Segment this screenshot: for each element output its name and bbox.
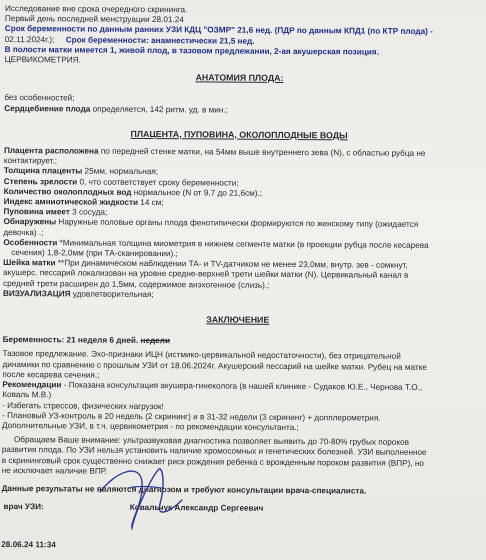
recommendation-followup: - Плановый УЗ-контроль в 20 недель (2 скрининг) и в 31-32 недели (3 скрининг) + допплерометрия. — [2, 410, 381, 423]
disclaimer: Данные результаты не являются диагнозом и требуют консультации врача-специалиста. — [1, 483, 367, 496]
gestation-anamnestic: Срок беременности: анамнестически 21,5 нед. — [65, 35, 255, 46]
header-note: Исследование вне срока очередного скрининга. — [4, 4, 188, 15]
cervix-cont-1: акушерс. пессарий локализован на уровне средне-верхней трети шейки матки (N). Цервикальный канал в — [3, 268, 409, 281]
report-datetime: 28.06.24 11:34 — [1, 540, 56, 550]
amniotic-volume-value: нормальное (N от 9,7 до 21,6см).; — [131, 187, 263, 198]
last-period-label: Первый день последней менструации — [4, 14, 153, 25]
features-value: *Минимальная толщина миометрия в нижнем сегменте матки (в проекции рубца после кесарева — [57, 238, 429, 250]
recommendations-cont: Коваль М.В.) — [2, 390, 52, 400]
heartbeat-value: определяется, 142 ритм. уд. в мин.; — [90, 104, 228, 115]
notice-3: в скрининговый срок существенно снижает риск рождения ребенка с врожденным пороком развития (ВПР), но — [1, 455, 425, 468]
conclusion-text-1: Тазовое предлежание. Эхо-признаки ИЦН (истмико-цервикальной недостаточности), без отрицательной — [2, 349, 401, 362]
findings-label: Обнаружены — [3, 217, 57, 227]
placenta-location-cont: контактирует.; — [3, 156, 58, 166]
due-date: 02.11.2024г.); — [4, 34, 55, 44]
heartbeat-label: Сердцебиение плода — [4, 103, 91, 114]
findings-value: Наружные половые органы плода фенотипически формируются по женскому типу (ожидается — [56, 217, 419, 230]
doctor-label: врач УЗИ: — [3, 502, 44, 512]
doctor-name: Ковальчук Александр Сергеевич — [129, 503, 264, 513]
amniotic-volume-label: Количество околоплодных вод — [3, 186, 132, 197]
notice-1: Обращаем Ваше внимание: ультразвуковая диагностика позволяет выявить до 70-80% грубых пороков — [13, 435, 409, 447]
amniotic-index-label: Индекс амниотической жидкости — [3, 197, 139, 207]
pregnancy-term-label: Беременность: 21 неделя 6 дней. — [2, 335, 141, 346]
conclusion-title: ЗАКЛЮЧЕНИЕ — [206, 314, 270, 325]
cervix-value: **При динамическом наблюдении ТА- и ТV-датчиком не менее 23,0мм, внутр. зев - сомкнут, — [55, 258, 408, 271]
maturity-label: Степень зрелости — [3, 176, 78, 187]
placenta-thickness-label: Толщина плаценты — [3, 166, 83, 176]
signature-image — [70, 452, 220, 532]
recommendation-extra: Дополнительные УЗИ, в т.ч. цервикометрия - по рекомендации консультанта.; — [2, 420, 299, 432]
recommendations-value: - Показана консультация акушера-гинеколога (в нашей клинике - Судаков Ю.Е., Чернова Т.О., — [61, 380, 423, 393]
findings-cont: девочка) .; — [3, 227, 44, 237]
recommendations-label: Рекомендации — [2, 380, 62, 390]
last-period-date: 28.01.24 — [151, 15, 184, 25]
visualization-label: ВИЗУАЛИЗАЦИЯ — [2, 288, 71, 299]
cervix-label: Шейка матки — [3, 258, 56, 268]
notice-2: развития плода. По УЗИ нельзя установить наличие хромосомных и генетических болезней. УЗИ выполненное — [1, 445, 427, 458]
anatomy-line-1: без особенностей; — [4, 93, 75, 103]
uterus-contents: В полости матки имеется 1, живой плод, в тазовом предлежании, 2-ая акушерская позиция. — [4, 44, 379, 57]
amniotic-index-value: 14 см; — [137, 197, 164, 208]
pregnancy-term-struck: недели — [140, 336, 171, 346]
features-cont: сечения) 1,8-2,0мм (при ТА-сканировании).; — [11, 248, 178, 259]
anatomy-title: АНАТОМИЯ ПЛОДА: — [195, 72, 284, 84]
placenta-title: ПЛАЦЕНТА, ПУПОВИНА, ОКОЛОПЛОДНЫЕ ВОДЫ — [130, 128, 348, 141]
conclusion-text-3: после кесарева сечения.; — [2, 369, 100, 380]
maturity-value: 0, что соответствует сроку беременности; — [77, 177, 239, 188]
gestation-early-us: Срок беременности по данным ранних УЗИ КДЦ "ОЗМР" 21,6 нед. (ПДР по данным КПД1 (по КТР плода) - — [4, 24, 433, 37]
placenta-thickness-value: 25мм, нормальная; — [82, 166, 159, 177]
umbilical-cord-value: 3 сосуда; — [69, 207, 108, 217]
recommendation-stress: - Избегать стрессов, физических нагрузок! — [2, 400, 164, 411]
conclusion-text-2: динамики по сравнению с прошлым УЗИ от 18.06.2024г. Акушерский пессарий на шейке матки. Рубец на матке — [2, 359, 427, 372]
cervicometry-heading: ЦЕРВИКОМЕТРИЯ. — [4, 55, 81, 65]
placenta-location-value: по передней стенке матки, на 54мм выше внутреннего зева (N), с областью рубца не — [98, 146, 426, 158]
notice-4: не исключает наличие ВПР. — [1, 465, 107, 476]
cervix-cont-2: средней трети расширен до 1,5мм, содержимое анэхогенное (слизь).; — [3, 278, 270, 290]
umbilical-cord-label: Пуповина имеет — [3, 207, 70, 217]
placenta-location-label: Плацента расположена — [3, 146, 99, 156]
visualization-value: удовлетворительная; — [70, 289, 154, 299]
features-label: Особенности — [3, 237, 58, 248]
